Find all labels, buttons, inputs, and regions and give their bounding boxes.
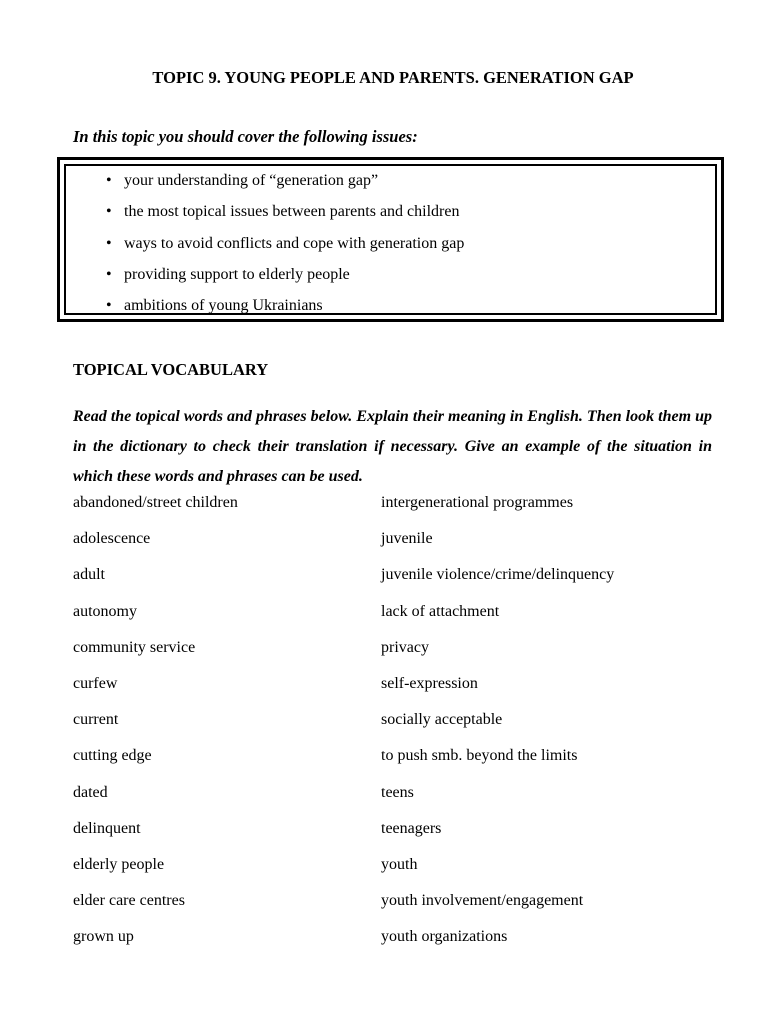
vocabulary-item: youth involvement/engagement bbox=[381, 892, 584, 910]
vocabulary-item: delinquent bbox=[73, 819, 141, 837]
vocabulary-item: to push smb. beyond the limits bbox=[381, 747, 578, 765]
vocabulary-item: dated bbox=[73, 783, 108, 801]
bullet-icon: • bbox=[106, 203, 112, 221]
issue-item bbox=[106, 233, 464, 264]
vocabulary-item: teens bbox=[381, 783, 414, 801]
vocabulary-list-left bbox=[73, 492, 238, 962]
issue-text: the most topical issues between parents and children bbox=[124, 203, 460, 221]
vocabulary-item: autonomy bbox=[73, 602, 137, 620]
bullet-icon: • bbox=[106, 172, 112, 189]
vocabulary-item: youth bbox=[381, 855, 418, 873]
vocabulary-item: adult bbox=[73, 566, 105, 584]
vocabulary-item: lack of attachment bbox=[381, 602, 500, 620]
issue-text: ambitions of young Ukrainians bbox=[124, 297, 323, 315]
vocabulary-item: teenagers bbox=[381, 819, 442, 837]
issues-list bbox=[106, 170, 464, 326]
vocabulary-item: privacy bbox=[381, 638, 429, 656]
vocabulary-item: abandoned/street children bbox=[73, 494, 238, 511]
bullet-icon: • bbox=[106, 234, 112, 252]
issue-item bbox=[106, 264, 464, 295]
issue-item bbox=[106, 201, 464, 232]
issue-text: ways to avoid conflicts and cope with generation gap bbox=[124, 234, 465, 252]
vocabulary-item: adolescence bbox=[73, 530, 151, 548]
vocabulary-item: intergenerational programmes bbox=[381, 494, 574, 511]
vocabulary-item: self-expression bbox=[381, 674, 478, 692]
vocabulary-item: juvenile violence/crime/delinquency bbox=[381, 566, 615, 584]
vocabulary-item: youth organizations bbox=[381, 928, 508, 946]
issue-item bbox=[106, 295, 464, 326]
issue-text: providing support to elderly people bbox=[124, 265, 350, 283]
vocabulary-item: grown up bbox=[73, 928, 134, 946]
vocabulary-item: elderly people bbox=[73, 855, 165, 873]
page-title: TOPIC 9. YOUNG PEOPLE AND PARENTS. GENERATION GAP bbox=[152, 68, 634, 87]
vocabulary-item: elder care centres bbox=[73, 892, 185, 910]
intro-text: In this topic you should cover the following issues: bbox=[73, 127, 418, 146]
vocabulary-item: socially acceptable bbox=[381, 711, 503, 729]
vocabulary-list-right bbox=[381, 492, 614, 962]
issue-item bbox=[106, 170, 464, 201]
issue-text: your understanding of “generation gap” bbox=[124, 172, 379, 189]
vocabulary-item: curfew bbox=[73, 674, 118, 692]
vocabulary-item: current bbox=[73, 711, 119, 729]
instructions-text: Read the topical words and phrases below. Explain their meaning in English. Then look them up in the dictionary to check their translation if necessary. Give an example of the situation in which these words and phrases can be used. bbox=[73, 408, 712, 485]
vocabulary-item: juvenile bbox=[381, 530, 433, 548]
vocabulary-item: cutting edge bbox=[73, 747, 152, 765]
bullet-icon: • bbox=[106, 297, 112, 315]
bullet-icon: • bbox=[106, 265, 112, 283]
vocabulary-heading: TOPICAL VOCABULARY bbox=[73, 360, 269, 379]
vocabulary-item: community service bbox=[73, 638, 196, 656]
